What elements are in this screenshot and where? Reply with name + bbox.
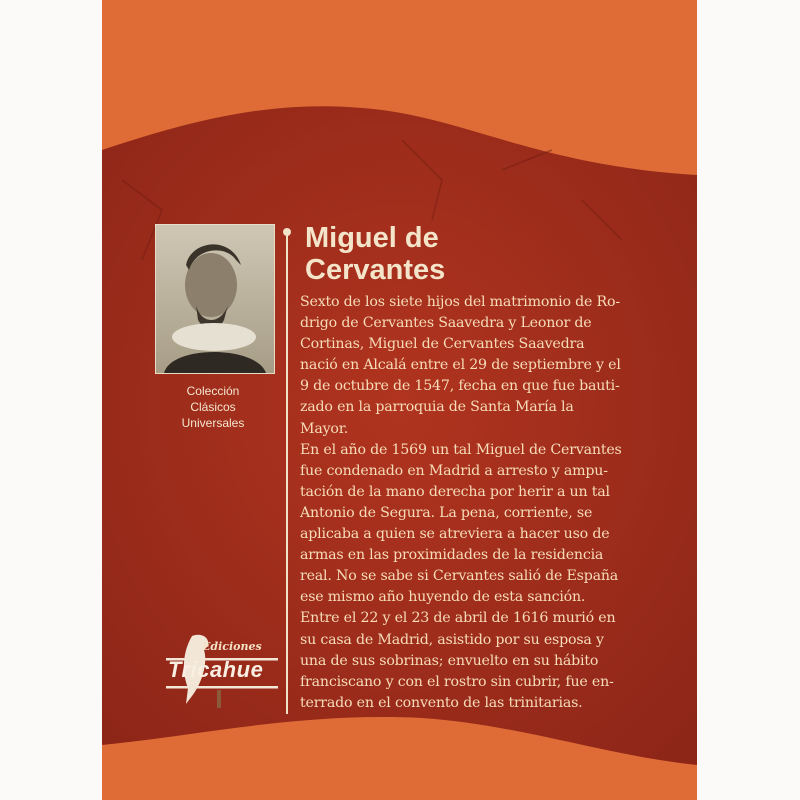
caption-line: Clásicos <box>190 400 236 414</box>
publisher-logo <box>162 628 282 708</box>
cervantes-portrait <box>155 224 275 374</box>
body-line: ese mismo año huyendo de esta sanción. <box>300 589 586 606</box>
body-line: 9 de octubre de 1547, fecha en que fue bauti- <box>300 378 620 395</box>
vertical-divider <box>286 232 288 714</box>
title-line: Miguel de <box>305 222 439 254</box>
biography-text <box>300 292 690 714</box>
book-back-cover <box>102 0 697 800</box>
caption-line: Colección <box>186 384 240 398</box>
title-line: Cervantes <box>305 254 446 286</box>
body-line: franciscano y con el rostro sin cubrir, fue en- <box>300 673 614 690</box>
author-title <box>305 222 445 286</box>
body-line: real. No se sabe si Cervantes salió de España <box>300 568 619 585</box>
body-line: una de sus sobrinas; envuelto en su hábito <box>300 652 599 669</box>
collection-caption <box>168 383 258 431</box>
publisher-top: Ediciones <box>202 640 262 653</box>
body-line: En el año de 1569 un tal Miguel de Cervantes <box>300 441 622 458</box>
body-line: Mayor. <box>300 420 349 437</box>
body-line: drigo de Cervantes Saavedra y Leonor de <box>300 315 592 332</box>
body-line: nació en Alcalá entre el 29 de septiembre y el <box>300 357 621 374</box>
body-line: tación de la mano derecha por herir a un tal <box>300 483 610 500</box>
caption-line: Universales <box>181 416 245 430</box>
body-line: armas en las proximidades de la residencia <box>300 547 604 564</box>
body-line: Cortinas, Miguel de Cervantes Saavedra <box>300 336 585 353</box>
body-line: Entre el 22 y el 23 de abril de 1616 murió en <box>300 610 616 627</box>
body-line: su casa de Madrid, asistido por su esposa y <box>300 631 604 648</box>
publisher-name: Tricahue <box>168 657 264 682</box>
body-line: Antonio de Segura. La pena, corriente, se <box>300 504 593 521</box>
body-line: aplicaba a quien se atreviera a hacer uso de <box>300 526 610 543</box>
body-line: Sexto de los siete hijos del matrimonio de Ro- <box>300 294 620 310</box>
body-line: terrado en el convento de las trinitarias. <box>300 694 583 711</box>
body-line: zado en la parroquia de Santa María la <box>300 399 574 416</box>
body-line: fue condenado en Madrid a arresto y ampu- <box>300 462 608 479</box>
